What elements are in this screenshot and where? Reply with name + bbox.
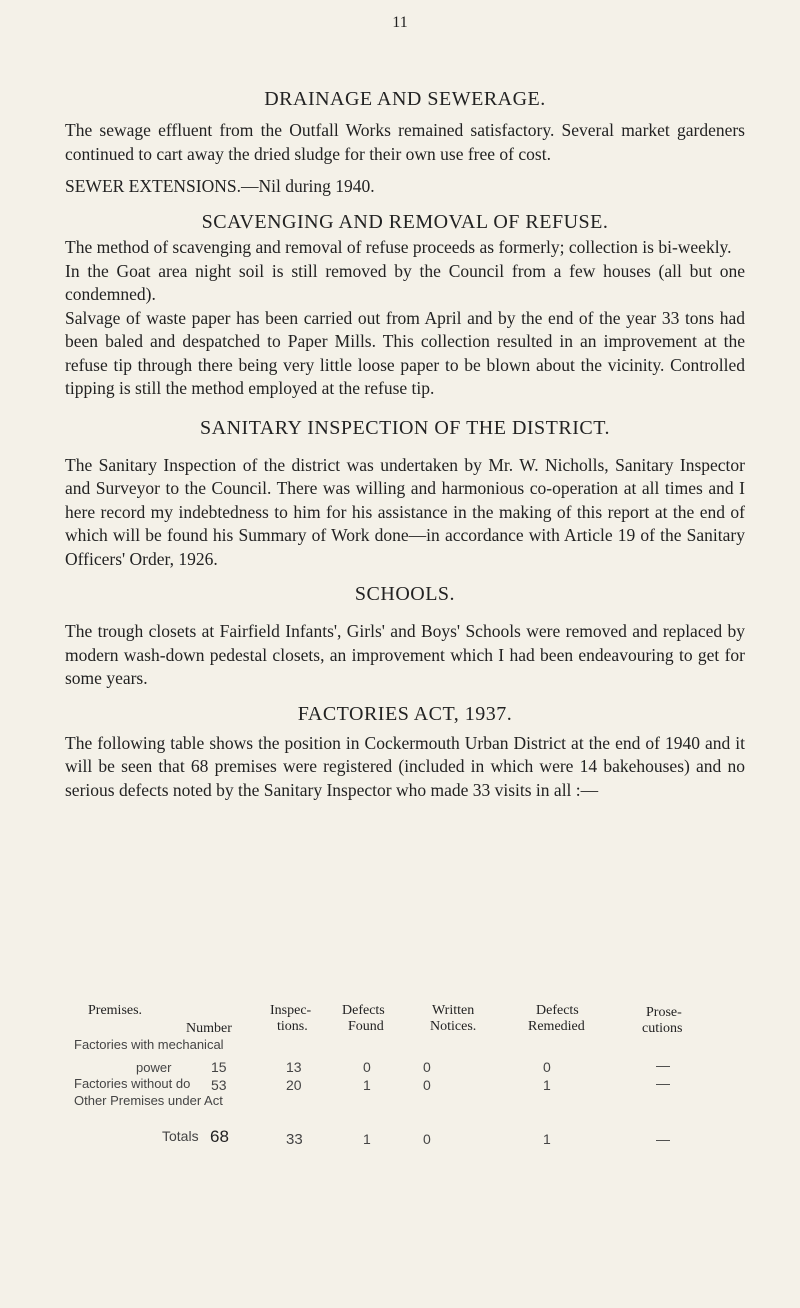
drainage-paragraph: The sewage effluent from the Outfall Works remained satisfactory. Several market gardeners continued to cart away the dried sludge for their own use free of cost. (65, 120, 745, 164)
header-remedied-1: Defects (536, 1003, 579, 1018)
totals-defects: 1 (363, 1131, 371, 1147)
header-written-2: Notices. (430, 1019, 477, 1034)
header-defects-1: Defects (342, 1003, 385, 1018)
row-1-number: 15 (211, 1059, 227, 1075)
sewer-extensions-line: SEWER EXTENSIONS.—Nil during 1940. (65, 176, 375, 196)
scavenging-paragraph-2: In the Goat area night soil is still removed by the Council from a few houses (all but one condemned). (65, 260, 745, 304)
row-1-defects: 0 (363, 1059, 371, 1075)
row-2-inspections: 20 (286, 1077, 302, 1093)
row-1-written: 0 (423, 1059, 431, 1075)
heading-sanitary-inspection: SANITARY INSPECTION OF THE DISTRICT. (200, 416, 610, 439)
totals-written: 0 (423, 1131, 431, 1147)
header-inspections-1: Inspec- (270, 1003, 312, 1018)
row-2-remedied: 1 (543, 1077, 551, 1093)
row-2-written: 0 (423, 1077, 431, 1093)
header-remedied-2: Remedied (528, 1019, 585, 1034)
row-3-label: Other Premises under Act (74, 1093, 223, 1108)
totals-remedied: 1 (543, 1131, 551, 1147)
totals-label: Totals (162, 1128, 199, 1144)
totals-number: 68 (210, 1127, 229, 1146)
row-2-prosecutions: — (656, 1075, 670, 1091)
heading-schools: SCHOOLS. (354, 583, 456, 605)
heading-scavenging: SCAVENGING AND REMOVAL OF REFUSE. (201, 211, 609, 233)
header-written-1: Written (432, 1003, 475, 1018)
factories-table (74, 1003, 764, 1263)
schools-paragraph: The trough closets at Fairfield Infants', Girls' and Boys' Schools were removed and replaced by modern wash-down pedestal closets, an improvement which I had been endeavouring to get for some years. (65, 621, 745, 688)
row-2-defects: 1 (363, 1077, 371, 1093)
factories-paragraph: The following table shows the position in Cockermouth Urban District at the end of 1940 and it will be seen that 68 premises were registered (included in which were 14 bakehouses) and no serious defects noted by the Sanitary Inspector who made 33 visits in all :— (65, 732, 745, 800)
row-2-number: 53 (211, 1077, 227, 1093)
header-premises: Premises. (88, 1003, 143, 1018)
header-number: Number (186, 1021, 232, 1036)
row-1-remedied: 0 (543, 1059, 551, 1075)
totals-prosecutions: — (656, 1131, 670, 1147)
header-prosecutions-2: cutions (642, 1021, 683, 1036)
row-1-label-cont: power (136, 1060, 172, 1075)
row-1-inspections: 13 (286, 1059, 302, 1075)
row-1-prosecutions: — (656, 1057, 670, 1073)
scavenging-paragraph-3: Salvage of waste paper has been carried out from April and by the end of the year 33 tons had been baled and despatched to Paper Mills. This collection resulted in an improvement at the refuse tip through there being very little loose paper to be blown about the vicinity. Controlled tipping is still the method employed at the refuse tip. (65, 307, 745, 398)
heading-drainage: DRAINAGE AND SEWERAGE. (264, 88, 546, 110)
heading-factories-act: FACTORIES ACT, 1937. (297, 702, 513, 725)
header-defects-2: Found (348, 1019, 384, 1034)
header-inspections-2: tions. (277, 1019, 308, 1034)
row-1-label: Factories with mechanical (74, 1037, 224, 1052)
page-number: 11 (392, 14, 408, 31)
sanitary-paragraph: The Sanitary Inspection of the district was undertaken by Mr. W. Nicholls, Sanitary Inspector and Surveyor to the Council. There was willing and harmonious co-operation at all times and I here record my indebtedness to him for his assistance in the making of this report at the end of which will be found his Summary of Work done—in accordance with Article 19 of the Sanitary Officers' Order, 1926. (65, 454, 745, 569)
scavenging-paragraph-1: The method of scavenging and removal of refuse proceeds as formerly; collection is bi-weekly. (65, 237, 732, 257)
document-body (65, 88, 745, 802)
totals-inspections: 33 (286, 1131, 303, 1148)
header-prosecutions-1: Prose- (646, 1005, 682, 1020)
row-2-label: Factories without do (74, 1076, 191, 1091)
